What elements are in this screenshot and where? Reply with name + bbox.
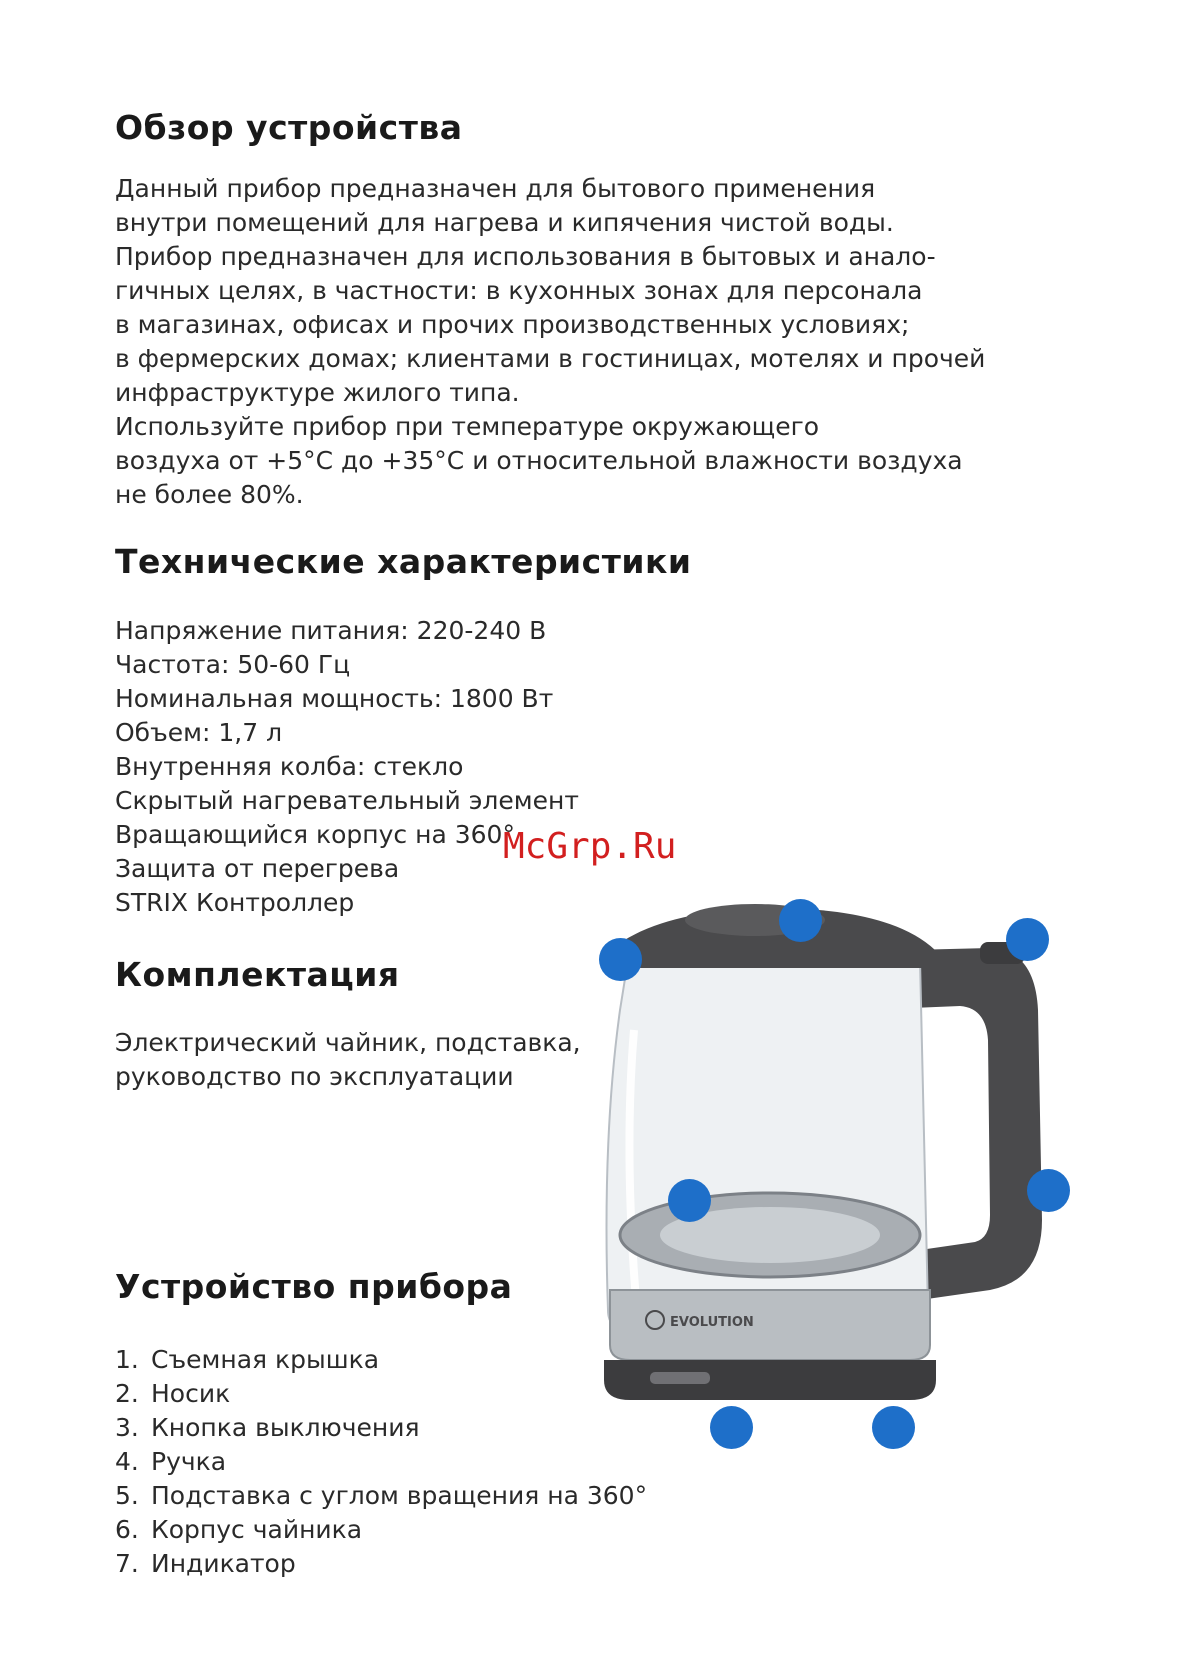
specs-text (115, 614, 579, 920)
item-number: 6. (115, 1515, 139, 1544)
overview-text (115, 172, 985, 512)
package-line: Электрический чайник, подставка, (115, 1028, 581, 1057)
overview-heading: Обзор устройства (115, 108, 463, 147)
overview-line: Используйте прибор при температуре окружающего (115, 412, 820, 441)
list-item (115, 1343, 647, 1377)
watermark: McGrp.Ru (503, 826, 677, 867)
overview-line: не более 80%. (115, 480, 304, 509)
list-item (115, 1445, 647, 1479)
brand-label: EVOLUTION (670, 1315, 754, 1330)
marker-body (668, 1179, 711, 1222)
marker-indicator (710, 1406, 753, 1449)
overview-line: в магазинах, офисах и прочих производственных условиях; (115, 310, 910, 339)
list-item (115, 1411, 647, 1445)
list-item (115, 1479, 647, 1513)
item-label: Съемная крышка (151, 1345, 380, 1374)
parts-list (115, 1343, 647, 1581)
spec-line: Вращающийся корпус на 360° (115, 820, 515, 849)
spec-line: Напряжение питания: 220-240 В (115, 616, 547, 645)
package-text (115, 1026, 581, 1094)
marker-handle (1027, 1169, 1070, 1212)
spec-line: Частота: 50-60 Гц (115, 650, 351, 679)
overview-line: воздуха от +5°C до +35°C и относительной влажности воздуха (115, 446, 963, 475)
item-label: Корпус чайника (151, 1515, 363, 1544)
overview-line: в фермерских домах; клиентами в гостиницах, мотелях и прочей (115, 344, 986, 373)
spec-line: Номинальная мощность: 1800 Вт (115, 684, 554, 713)
steel-base (610, 1290, 930, 1360)
marker-off-button (1006, 918, 1049, 961)
indicator-light (650, 1372, 710, 1384)
spec-line: Внутренняя колба: стекло (115, 752, 464, 781)
kettle-handle (910, 948, 1042, 1300)
marker-lid (779, 899, 822, 942)
item-number: 2. (115, 1379, 139, 1408)
list-item (115, 1377, 647, 1411)
item-number: 5. (115, 1481, 139, 1510)
list-item (115, 1547, 647, 1581)
item-label: Носик (151, 1379, 231, 1408)
item-number: 7. (115, 1549, 139, 1578)
specs-heading: Технические характеристики (115, 542, 692, 581)
item-label: Ручка (151, 1447, 227, 1476)
overview-line: внутри помещений для нагрева и кипячения чистой воды. (115, 208, 894, 237)
overview-line: Прибор предназначен для использования в бытовых и анало- (115, 242, 936, 271)
item-label: Подставка с углом вращения на 360° (151, 1481, 648, 1510)
spec-line: STRIX Контроллер (115, 888, 355, 917)
package-line: руководство по эксплуатации (115, 1062, 514, 1091)
parts-heading: Устройство прибора (115, 1267, 513, 1306)
package-heading: Комплектация (115, 955, 400, 994)
overview-line: гичных целях, в частности: в кухонных зонах для персонала (115, 276, 923, 305)
marker-stand (872, 1406, 915, 1449)
overview-line: инфраструктуре жилого типа. (115, 378, 520, 407)
spec-line: Защита от перегрева (115, 854, 400, 883)
overview-line: Данный прибор предназначен для бытового применения (115, 174, 876, 203)
spec-line: Объем: 1,7 л (115, 718, 283, 747)
item-number: 1. (115, 1345, 139, 1374)
item-label: Кнопка выключения (151, 1413, 420, 1442)
list-item (115, 1513, 647, 1547)
kettle-illustration (590, 890, 1070, 1450)
item-number: 3. (115, 1413, 139, 1442)
marker-spout (599, 938, 642, 981)
item-number: 4. (115, 1447, 139, 1476)
spec-line: Скрытый нагревательный элемент (115, 786, 579, 815)
item-label: Индикатор (151, 1549, 296, 1578)
